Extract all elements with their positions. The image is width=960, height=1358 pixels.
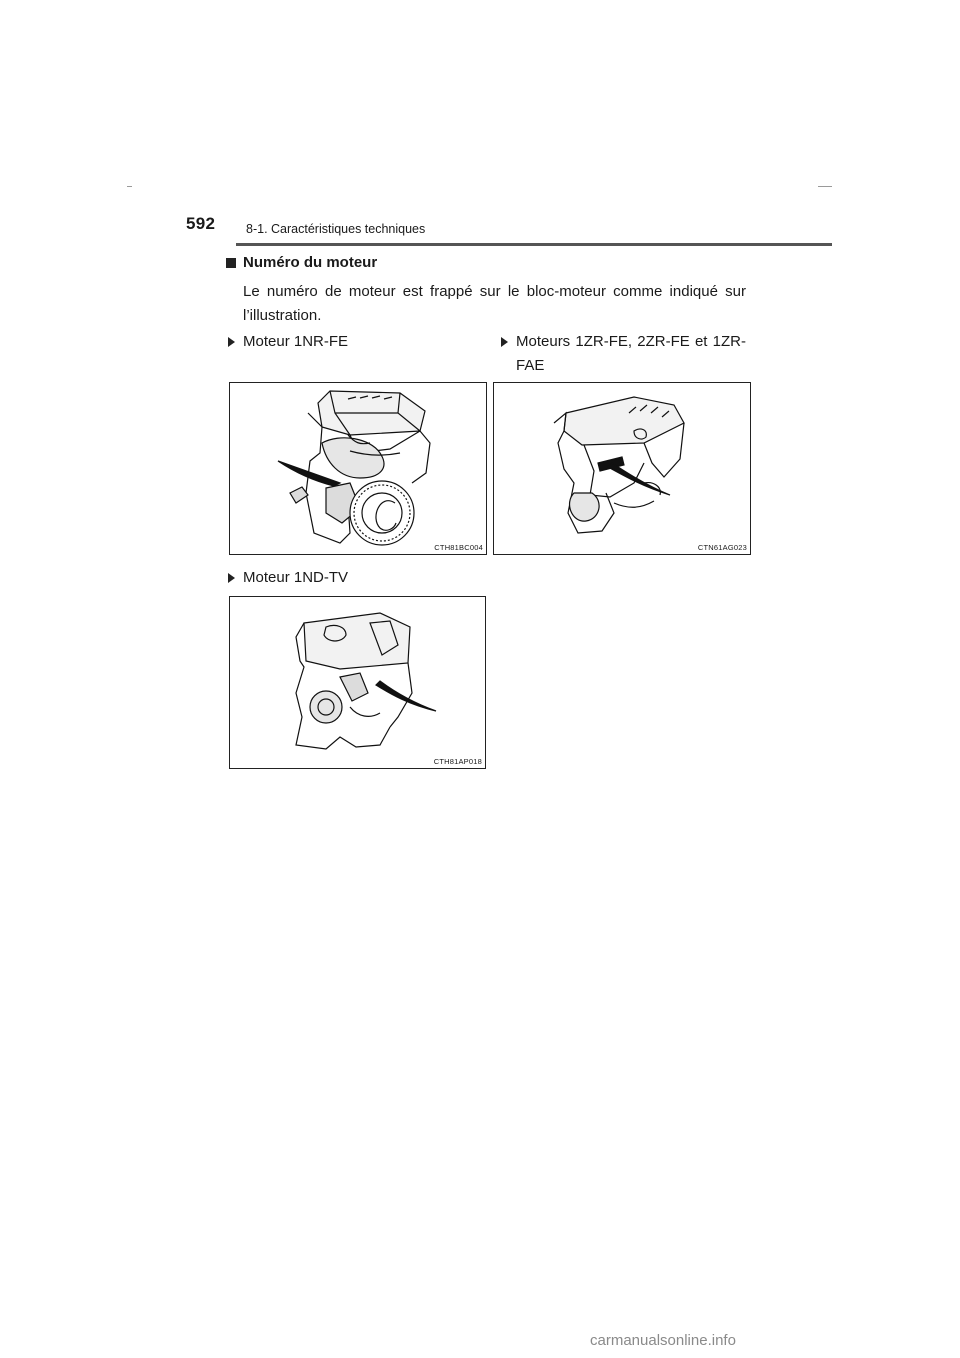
engine-figure-1nd <box>229 596 486 769</box>
crop-mark-left <box>127 186 132 187</box>
section-body: Le numéro de moteur est frappé sur le bloc-moteur comme indiqué sur l’illustration. <box>243 283 746 324</box>
header-rule <box>236 243 832 246</box>
figure-code: CTH81BC004 <box>434 543 483 552</box>
figure-label-zr: Moteurs 1ZR-FE, 2ZR-FE et 1ZR-FAE <box>516 333 746 374</box>
engine-illustration <box>494 383 751 555</box>
square-bullet-icon <box>226 258 236 268</box>
section-title: 8-1. Caractéristiques techniques <box>246 222 426 236</box>
watermark: carmanualsonline.info <box>590 1332 736 1349</box>
figure-label-1nr: Moteur 1NR-FE <box>243 333 349 350</box>
engine-illustration <box>230 597 486 769</box>
section-heading: Numéro du moteur <box>243 254 378 271</box>
engine-figure-zr <box>493 382 751 555</box>
engine-illustration <box>230 383 487 555</box>
triangle-bullet-icon <box>501 337 508 347</box>
page-number: 592 <box>186 214 216 233</box>
crop-mark-right <box>818 186 832 187</box>
engine-figure-1nr <box>229 382 487 555</box>
triangle-bullet-icon <box>228 337 235 347</box>
figure-label-1nd: Moteur 1ND-TV <box>243 569 349 586</box>
figure-code: CTH81AP018 <box>433 757 482 766</box>
triangle-bullet-icon <box>228 573 235 583</box>
figure-code: CTN61AG023 <box>697 543 747 552</box>
